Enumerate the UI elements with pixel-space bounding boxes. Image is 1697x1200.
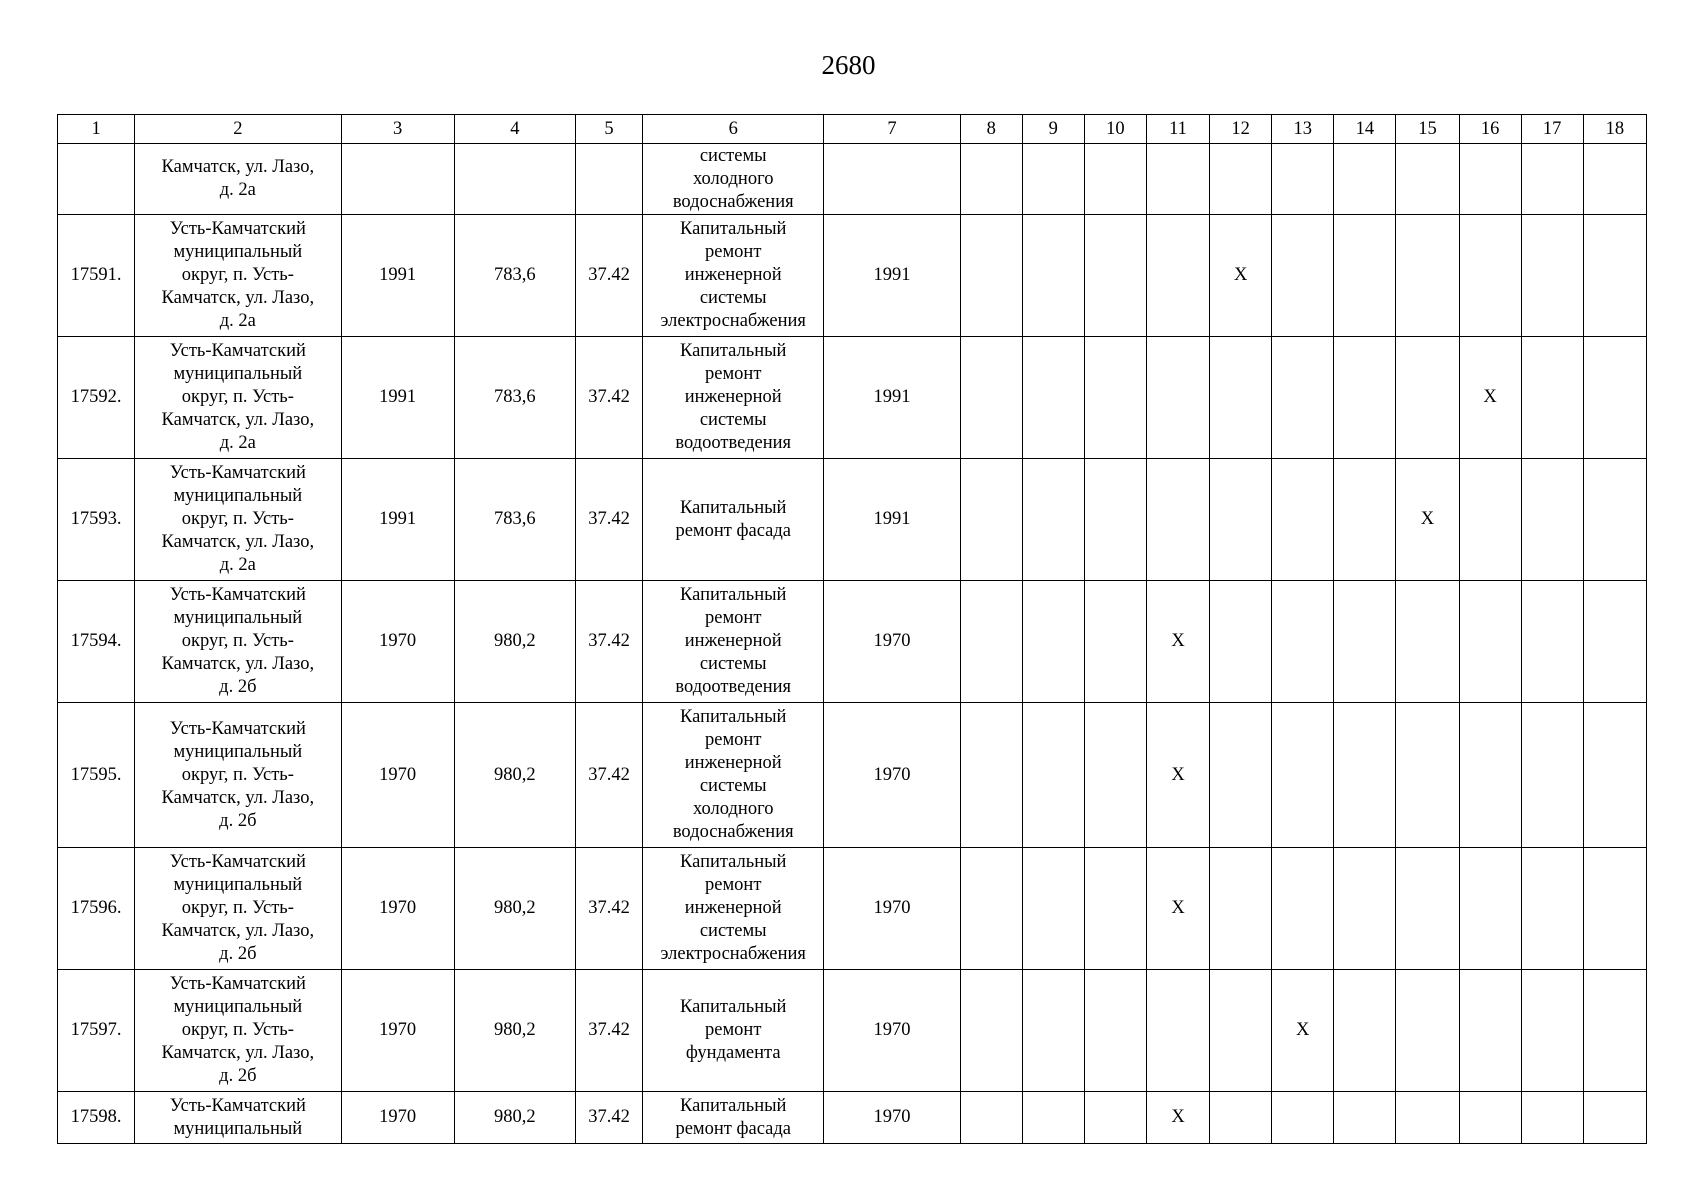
mark-cell — [1396, 970, 1459, 1092]
area-cell: 783,6 — [454, 215, 575, 337]
area-cell: 783,6 — [454, 459, 575, 581]
mark-cell — [1521, 459, 1583, 581]
area-cell: 980,2 — [454, 703, 575, 848]
work-type-cell: Капитальный ремонт инженерной системы холодного водоснабжения — [643, 703, 824, 848]
code-cell: 37.42 — [575, 703, 642, 848]
mark-cell — [1146, 215, 1209, 337]
mark-cell — [1022, 215, 1084, 337]
mark-cell: X — [1146, 848, 1209, 970]
column-header: 9 — [1022, 115, 1084, 144]
mark-cell — [1084, 144, 1146, 215]
mark-cell — [1334, 581, 1396, 703]
column-header: 15 — [1396, 115, 1459, 144]
year-cell: 1970 — [824, 1092, 960, 1144]
column-header: 13 — [1272, 115, 1334, 144]
mark-cell — [1084, 848, 1146, 970]
work-type-cell: Капитальный ремонт фасада — [643, 459, 824, 581]
mark-cell — [1521, 144, 1583, 215]
mark-cell — [960, 581, 1022, 703]
work-type-cell: Капитальный ремонт инженерной системы водоотведения — [643, 337, 824, 459]
mark-cell — [1459, 215, 1521, 337]
mark-cell — [1272, 144, 1334, 215]
mark-cell — [1396, 703, 1459, 848]
mark-cell — [1396, 215, 1459, 337]
mark-cell — [1459, 581, 1521, 703]
year-cell: 1991 — [824, 215, 960, 337]
table-row — [58, 144, 1647, 215]
mark-cell — [1521, 581, 1583, 703]
mark-cell — [1084, 1092, 1146, 1144]
mark-cell — [1210, 970, 1272, 1092]
header-row — [58, 115, 1647, 144]
work-type-cell: Капитальный ремонт инженерной системы водоотведения — [643, 581, 824, 703]
column-header: 14 — [1334, 115, 1396, 144]
mark-cell — [1521, 848, 1583, 970]
address-cell: Усть-Камчатский муниципальный округ, п. Усть- Камчатск, ул. Лазо, д. 2б — [135, 848, 341, 970]
mark-cell — [1022, 459, 1084, 581]
mark-cell — [1084, 459, 1146, 581]
year-built-cell: 1970 — [341, 1092, 454, 1144]
mark-cell — [1583, 970, 1646, 1092]
mark-cell — [1396, 581, 1459, 703]
register-table — [57, 114, 1647, 1144]
mark-cell — [1459, 1092, 1521, 1144]
mark-cell — [1334, 459, 1396, 581]
row-number-cell: 17596. — [58, 848, 135, 970]
mark-cell — [1272, 1092, 1334, 1144]
mark-cell — [1396, 144, 1459, 215]
mark-cell — [1084, 215, 1146, 337]
mark-cell — [960, 848, 1022, 970]
mark-cell — [1272, 459, 1334, 581]
mark-cell — [1022, 703, 1084, 848]
mark-cell — [1210, 337, 1272, 459]
row-number-cell: 17594. — [58, 581, 135, 703]
mark-cell — [1272, 703, 1334, 848]
column-header: 3 — [341, 115, 454, 144]
mark-cell — [1022, 848, 1084, 970]
mark-cell — [1396, 337, 1459, 459]
year-built-cell: 1991 — [341, 459, 454, 581]
area-cell: 980,2 — [454, 1092, 575, 1144]
mark-cell — [1583, 848, 1646, 970]
year-cell: 1970 — [824, 703, 960, 848]
year-built-cell: 1970 — [341, 970, 454, 1092]
mark-cell — [1521, 1092, 1583, 1144]
area-cell: 980,2 — [454, 581, 575, 703]
mark-cell — [1334, 848, 1396, 970]
mark-cell — [1334, 337, 1396, 459]
mark-cell — [1210, 703, 1272, 848]
mark-cell — [1521, 215, 1583, 337]
work-type-cell: Капитальный ремонт инженерной системы электроснабжения — [643, 848, 824, 970]
mark-cell — [1396, 848, 1459, 970]
mark-cell — [1583, 703, 1646, 848]
mark-cell — [1583, 337, 1646, 459]
mark-cell — [1272, 848, 1334, 970]
address-cell: Усть-Камчатский муниципальный округ, п. Усть- Камчатск, ул. Лазо, д. 2б — [135, 970, 341, 1092]
code-cell: 37.42 — [575, 337, 642, 459]
mark-cell — [1146, 337, 1209, 459]
year-cell: 1970 — [824, 970, 960, 1092]
mark-cell — [960, 703, 1022, 848]
column-header: 16 — [1459, 115, 1521, 144]
page-number: 2680 — [821, 50, 876, 80]
table-row — [58, 970, 1647, 1092]
code-cell: 37.42 — [575, 459, 642, 581]
mark-cell — [1210, 144, 1272, 215]
table-row — [58, 337, 1647, 459]
mark-cell: X — [1459, 337, 1521, 459]
table-header — [58, 115, 1647, 144]
area-cell — [454, 144, 575, 215]
mark-cell — [1334, 144, 1396, 215]
table-row — [58, 848, 1647, 970]
mark-cell — [1583, 459, 1646, 581]
mark-cell — [1084, 581, 1146, 703]
address-cell: Усть-Камчатский муниципальный округ, п. Усть- Камчатск, ул. Лазо, д. 2а — [135, 459, 341, 581]
year-cell: 1991 — [824, 337, 960, 459]
mark-cell — [1022, 144, 1084, 215]
column-header: 5 — [575, 115, 642, 144]
mark-cell — [1459, 848, 1521, 970]
mark-cell — [1334, 703, 1396, 848]
row-number-cell: 17592. — [58, 337, 135, 459]
mark-cell — [1210, 1092, 1272, 1144]
area-cell: 783,6 — [454, 337, 575, 459]
year-built-cell: 1991 — [341, 337, 454, 459]
table-row — [58, 581, 1647, 703]
mark-cell — [1022, 1092, 1084, 1144]
mark-cell: X — [1272, 970, 1334, 1092]
year-cell: 1991 — [824, 459, 960, 581]
year-cell: 1970 — [824, 848, 960, 970]
mark-cell — [1459, 144, 1521, 215]
mark-cell — [1084, 970, 1146, 1092]
column-header: 7 — [824, 115, 960, 144]
mark-cell — [1146, 970, 1209, 1092]
mark-cell — [1022, 970, 1084, 1092]
address-cell: Усть-Камчатский муниципальный округ, п. Усть- Камчатск, ул. Лазо, д. 2б — [135, 581, 341, 703]
column-header: 2 — [135, 115, 341, 144]
mark-cell — [960, 337, 1022, 459]
mark-cell — [1084, 337, 1146, 459]
year-built-cell: 1970 — [341, 848, 454, 970]
mark-cell — [960, 144, 1022, 215]
row-number-cell: 17597. — [58, 970, 135, 1092]
code-cell: 37.42 — [575, 970, 642, 1092]
table-row — [58, 1092, 1647, 1144]
address-cell: Усть-Камчатский муниципальный округ, п. Усть- Камчатск, ул. Лазо, д. 2а — [135, 337, 341, 459]
year-built-cell — [341, 144, 454, 215]
column-header: 11 — [1146, 115, 1209, 144]
table-row — [58, 459, 1647, 581]
mark-cell — [1272, 215, 1334, 337]
address-cell: Усть-Камчатский муниципальный округ, п. Усть- Камчатск, ул. Лазо, д. 2б — [135, 703, 341, 848]
column-header: 18 — [1583, 115, 1646, 144]
column-header: 8 — [960, 115, 1022, 144]
row-number-cell: 17598. — [58, 1092, 135, 1144]
mark-cell — [1272, 581, 1334, 703]
mark-cell — [1334, 1092, 1396, 1144]
mark-cell: X — [1146, 703, 1209, 848]
mark-cell — [960, 1092, 1022, 1144]
mark-cell — [1583, 144, 1646, 215]
code-cell: 37.42 — [575, 1092, 642, 1144]
mark-cell — [1459, 970, 1521, 1092]
address-cell: Усть-Камчатский муниципальный — [135, 1092, 341, 1144]
mark-cell — [1210, 459, 1272, 581]
mark-cell — [1521, 337, 1583, 459]
mark-cell — [1022, 581, 1084, 703]
mark-cell — [1084, 703, 1146, 848]
column-header: 17 — [1521, 115, 1583, 144]
mark-cell — [1146, 459, 1209, 581]
work-type-cell: системы холодного водоснабжения — [643, 144, 824, 215]
mark-cell — [1396, 1092, 1459, 1144]
mark-cell — [1459, 459, 1521, 581]
mark-cell: X — [1146, 1092, 1209, 1144]
work-type-cell: Капитальный ремонт инженерной системы электроснабжения — [643, 215, 824, 337]
year-built-cell: 1970 — [341, 581, 454, 703]
code-cell — [575, 144, 642, 215]
area-cell: 980,2 — [454, 848, 575, 970]
mark-cell — [1272, 337, 1334, 459]
mark-cell — [1521, 970, 1583, 1092]
mark-cell — [1146, 144, 1209, 215]
mark-cell: X — [1210, 215, 1272, 337]
row-number-cell: 17591. — [58, 215, 135, 337]
mark-cell — [960, 970, 1022, 1092]
mark-cell — [1521, 703, 1583, 848]
year-cell: 1970 — [824, 581, 960, 703]
code-cell: 37.42 — [575, 581, 642, 703]
mark-cell: X — [1396, 459, 1459, 581]
column-header: 1 — [58, 115, 135, 144]
mark-cell — [960, 215, 1022, 337]
year-built-cell: 1991 — [341, 215, 454, 337]
mark-cell — [1210, 848, 1272, 970]
mark-cell — [1022, 337, 1084, 459]
mark-cell — [1583, 581, 1646, 703]
address-cell: Камчатск, ул. Лазо, д. 2а — [135, 144, 341, 215]
code-cell: 37.42 — [575, 848, 642, 970]
code-cell: 37.42 — [575, 215, 642, 337]
year-cell — [824, 144, 960, 215]
mark-cell — [1583, 215, 1646, 337]
column-header: 12 — [1210, 115, 1272, 144]
mark-cell — [960, 459, 1022, 581]
mark-cell: X — [1146, 581, 1209, 703]
mark-cell — [1210, 581, 1272, 703]
row-number-cell: 17593. — [58, 459, 135, 581]
table-row — [58, 215, 1647, 337]
work-type-cell: Капитальный ремонт фундамента — [643, 970, 824, 1092]
year-built-cell: 1970 — [341, 703, 454, 848]
work-type-cell: Капитальный ремонт фасада — [643, 1092, 824, 1144]
table-body — [58, 144, 1647, 1144]
address-cell: Усть-Камчатский муниципальный округ, п. Усть- Камчатск, ул. Лазо, д. 2а — [135, 215, 341, 337]
row-number-cell: 17595. — [58, 703, 135, 848]
area-cell: 980,2 — [454, 970, 575, 1092]
mark-cell — [1459, 703, 1521, 848]
column-header: 6 — [643, 115, 824, 144]
mark-cell — [1334, 970, 1396, 1092]
column-header: 4 — [454, 115, 575, 144]
table-row — [58, 703, 1647, 848]
column-header: 10 — [1084, 115, 1146, 144]
mark-cell — [1583, 1092, 1646, 1144]
mark-cell — [1334, 215, 1396, 337]
row-number-cell — [58, 144, 135, 215]
